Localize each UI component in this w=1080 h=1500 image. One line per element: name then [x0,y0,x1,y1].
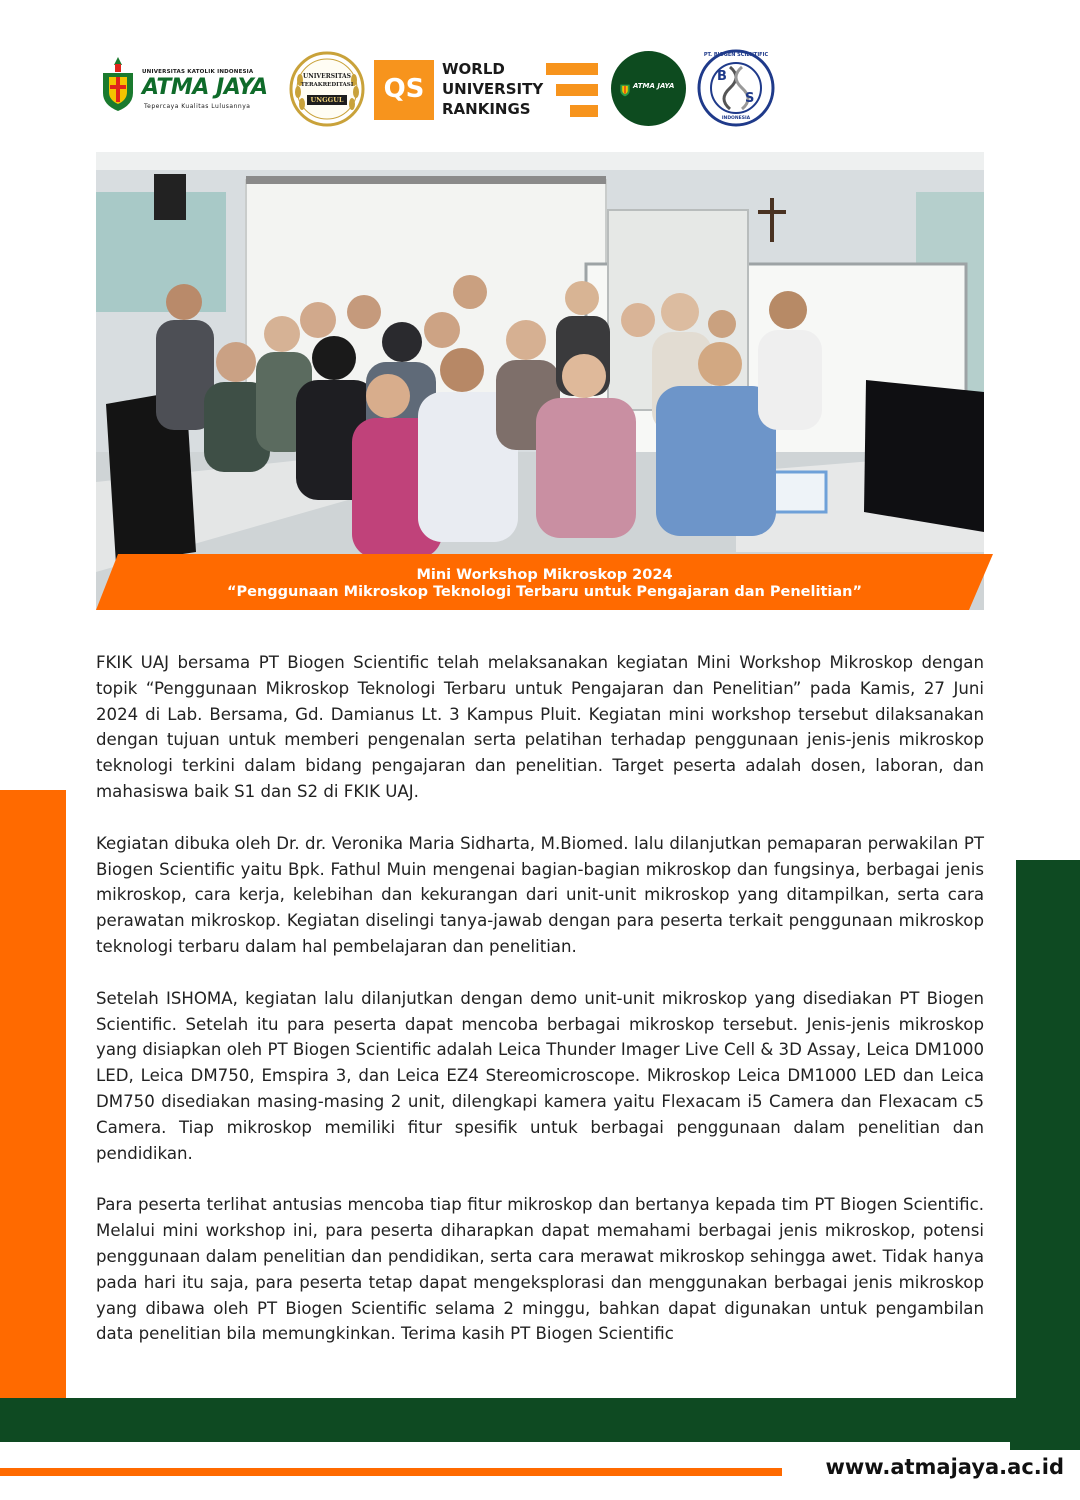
caption-subtitle: “Penggunaan Mikroskop Teknologi Terbaru untuk Pengajaran dan Penelitian” [226,584,862,600]
atmajaya-emblem-icon [100,55,136,113]
biogen-letter-s: S [745,91,755,106]
atmajaya-logo [100,55,280,115]
biogen-bottom-text: INDONESIA [721,116,751,121]
biogen-ring-text: PT. BIOGEN SCIENTIFIC [703,52,769,58]
qs-mark: QS [383,74,425,104]
green-bottom-band [0,1398,1080,1442]
badge-grade: UNGGUL [310,96,344,104]
qs-line1: WORLD [442,60,505,78]
circle-logo-name: ATMA JAYA [633,82,675,90]
orange-side-panel [0,790,70,1440]
qs-rankings-logo [374,60,598,120]
atmajaya-small-emblem-icon [619,79,631,97]
article-paragraph: FKIK UAJ bersama PT Biogen Scientific telah melaksanakan kegiatan Mini Workshop Mikroskop dengan topik “Penggunaan Mikroskop Teknologi Terbaru untuk Pengajaran dan Penelitian” pada Kamis, 27 Juni 2024 di Lab. Bersama, Gd. Damianus Lt. 3 Kampus Pluit. Kegiatan mini workshop tersebut dilaksanakan dengan tujuan untuk memberi pengenalan serta pelatihan terhadap penggunaan jenis-jenis mikroskop teknologi terkini dalam bidang pengajaran dan penelitian. Target peserta adalah dosen, laboran, dan mahasiswa baik S1 dan S2 di FKIK UAJ. [96,653,984,801]
qs-line2: UNIVERSITY [442,80,544,98]
photo-caption [96,567,993,601]
qs-bar-top [546,63,598,75]
atmajaya-name: ATMA JAYA [142,75,268,100]
group-photo-illustration [96,152,984,610]
biogen-logo [697,49,775,127]
qs-bar-bottom [556,84,598,96]
caption-title: Mini Workshop Mikroskop 2024 [416,567,673,583]
website-url[interactable]: www.atmajaya.ac.id [825,1455,1064,1479]
accreditation-badge [288,50,366,128]
footer-orange-line [0,1468,782,1476]
article-paragraph: Para peserta terlihat antusias mencoba tiap fitur mikroskop dan bertanya kepada tim PT Biogen Scientific. Melalui mini workshop ini, para peserta diharapkan dapat memahami berbagai jenis mikroskop, potensi penggunaan dalam penelitian dan pendidikan, serta cara merawat mikroskop sehingga awet. Tidak hanya pada hari itu saja, para peserta tetap dapat mengeksplorasi dan menggunakan berbagai jenis mikroskop yang dibawa oleh PT Biogen Scientific selama 2 minggu, bahkan dapat digunakan untuk pengambilan data penelitian bila memungkinkan. Terima kasih PT Biogen Scientific [96,1195,984,1344]
atmajaya-top-line: UNIVERSITAS KATOLIK INDONESIA [142,69,254,75]
event-photo [96,152,984,610]
badge-line2: TERAKREDITASI [300,82,354,88]
qs-bar-small [570,105,598,117]
biogen-letter-b: B [717,69,727,84]
qs-line3: RANKINGS [442,100,531,118]
green-side-panel [1010,860,1080,1450]
badge-line1: UNIVERSITAS [302,73,351,80]
article-paragraph: Kegiatan dibuka oleh Dr. dr. Veronika Maria Sidharta, M.Biomed. lalu dilanjutkan pemaparan perwakilan PT Biogen Scientific yaitu Bpk. Fathul Muin mengenai bagian-bagian mikroskop dan fungsinya, berbagai jenis mikroskop, cara kerja, kelebihan dan kekurangan dari unit-unit mikroskop yang ditampilkan, serta cara perawatan mikroskop. Kegiatan diselingi tanya-jawab dengan para peserta terkait penggunaan mikroskop teknologi terbaru dalam hal pembelajaran dan penelitian. [96,833,984,956]
atmajaya-circle-logo [611,51,686,126]
article-paragraph: Setelah ISHOMA, kegiatan lalu dilanjutkan dengan demo unit-unit mikroskop yang disediakan PT Biogen Scientific. Setelah itu para peserta dapat mencoba berbagai mikroskop tersebut. Jenis-jenis mikroskop yang disiapkan oleh PT Biogen Scientific adalah Leica Thunder Imager Live Cell & 3D Assay, Leica DM1000 LED, Leica DM750, Emspira 3, dan Leica EZ4 Stereomicroscope. Mikroskop Leica DM1000 LED dan Leica DM750 disediakan masing-masing 2 unit, dilengkapi kamera yaitu Flexacam i5 Camera dan Flexacam c5 Camera. Tiap mikroskop memiliki fitur spesifik untuk berbagai penggunaan dalam penelitian dan pendidikan. [96,988,985,1163]
atmajaya-tagline: Tepercaya Kualitas Lulusannya [144,103,251,110]
article-body [96,650,984,1373]
laurel-badge-icon [288,50,366,128]
